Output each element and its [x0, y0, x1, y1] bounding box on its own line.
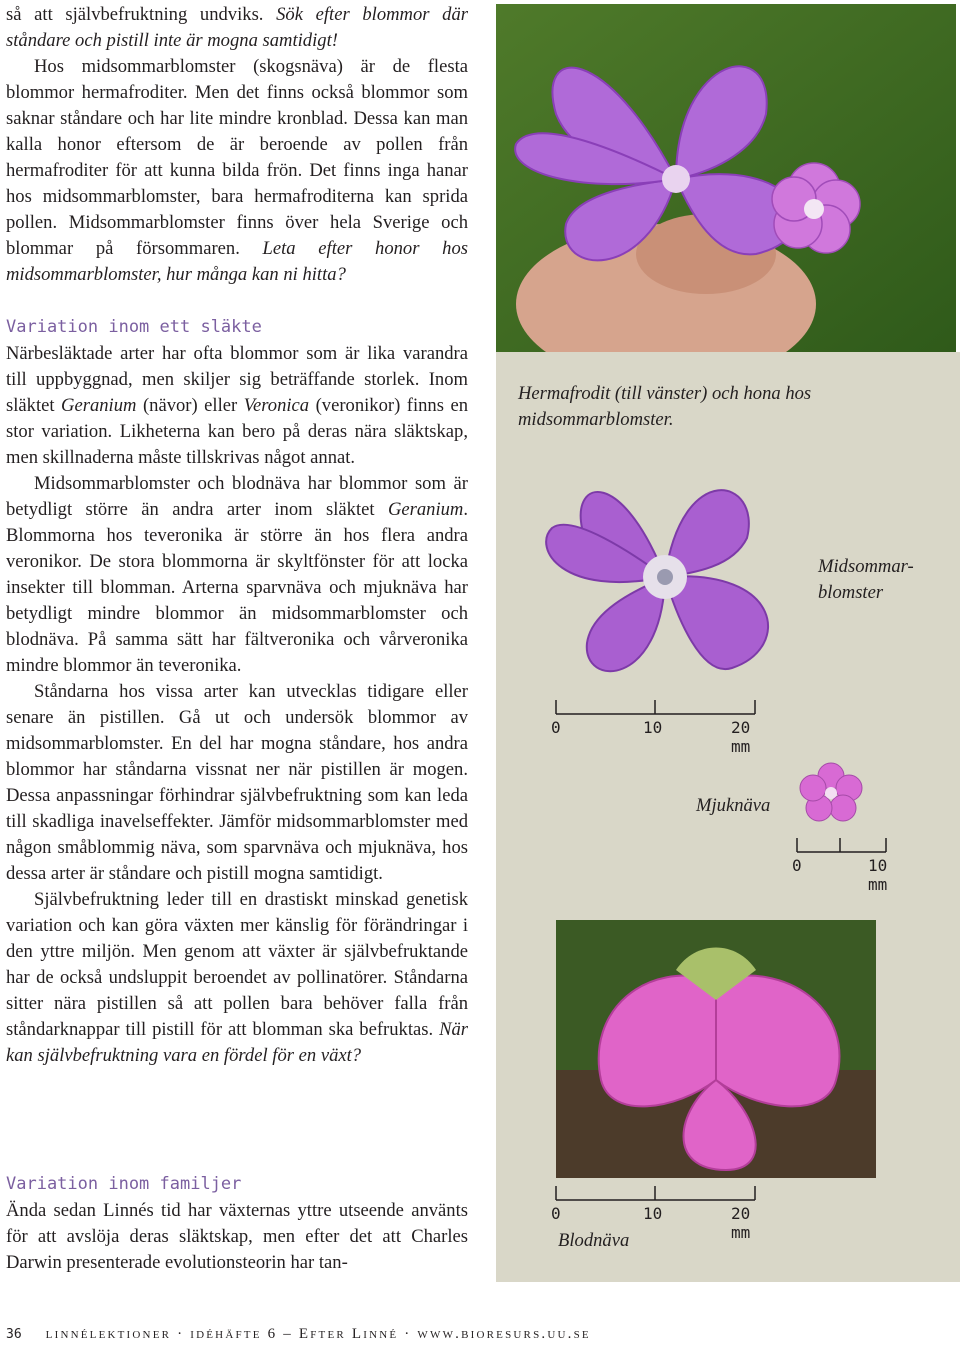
scale-label: 10 mm: [868, 856, 888, 894]
mjuknava-photo: [796, 760, 866, 826]
question-text: Leta efter honor hos midsommarblomster, hur många kan ni hitta?: [6, 238, 468, 285]
intro-text: [6, 2, 468, 288]
text-run: så att självbefruktning undviks.: [6, 4, 277, 25]
scale-label: 0: [792, 856, 802, 875]
paragraph: [6, 887, 468, 1069]
page-footer: [6, 1326, 591, 1343]
scale-label: 10: [643, 1204, 663, 1223]
scale-label: 20 mm: [731, 718, 751, 756]
blodnava-photo: [556, 920, 876, 1178]
text-run: (veronikor) finns en stor variation. Likheterna kan bero på deras nära släktskap, men skillnaderna måste tillskrivas något annat.: [6, 395, 469, 468]
paragraph: Ända sedan Linnés tid har växternas yttre utseende använts för att avslöja deras släktskap, men efter det att Charles Darwin presenterade evolutionsteorin har tan-: [6, 1200, 468, 1273]
mjuknava-caption: Mjuknäva: [696, 795, 771, 816]
scale-label: 0: [551, 1204, 561, 1223]
flower-photo-hand: [496, 4, 956, 352]
midsommarblomster-photo: [532, 458, 798, 696]
footer-text: linnélektioner · idéhäfte 6 – Efter Linné · www.bioresurs.uu.se: [45, 1326, 591, 1342]
text-run: Veronica: [243, 395, 310, 416]
paragraph: [6, 54, 468, 288]
section-body: [6, 1198, 468, 1276]
text-run: . Blommorna hos teveronika är större än hos flera andra veronikor. De stora blommorna är skyltfönster för att locka insekter till blomman. Arterna sparvnäva och mjuknäva har betydligt mindre blommor än midsommarblomster och blodnäva. På samma sätt har fältveronika och vårveronika mindre blommor än teveronika.: [6, 499, 468, 676]
scale-label: 20 mm: [731, 1204, 751, 1242]
photo-caption: Hermafrodit (till vänster) och hona hos midsommarblomster.: [518, 383, 812, 430]
text-run: (nävor) eller: [136, 395, 244, 416]
text-run: Närbesläktade arter har ofta blommor som är lika varandra till uppbyggnad, men skiljer sig beträffande storlek. Inom släktet: [6, 343, 468, 416]
section-body: [6, 341, 468, 1069]
page-number: 36: [6, 1327, 22, 1342]
question-text: Sök efter blommor där ståndare och pistill inte är mogna samtidigt!: [6, 4, 469, 51]
scale-bar: [792, 838, 906, 894]
text-run: Geranium: [61, 395, 137, 416]
paragraph: [6, 471, 468, 679]
text-run: Hos midsommarblomster (skogsnäva) är de flesta blommor hermafroditer. Men det finns också blommor som saknar ståndare och har lite mindre kronblad. Dessa kan man kalla honor eftersom de är beroende av pollen från hermafroditer för att kunna bilda frön. Det finns inga hanar hos midsommarblomster, bara hermafroditerna kan sprida pollen. Midsommarblomster finns över hela Sverige och blommar på försommaren.: [6, 56, 468, 259]
paragraph: [6, 2, 468, 54]
blodnava-caption: Blodnäva: [558, 1230, 630, 1251]
text-run: Geranium: [387, 499, 464, 520]
text-run: Midsommarblomster och blodnäva har blommor som är betydligt större än andra arter inom släktet: [6, 473, 468, 520]
question-text: När kan självbefruktning vara en fördel för en växt?: [6, 1019, 468, 1066]
scale-label: 0: [551, 718, 561, 737]
section-heading: Variation inom familjer: [6, 1174, 242, 1194]
paragraph: Ståndarna hos vissa arter kan utvecklas tidigare eller senare än pistillen. Gå ut och undersök blommor av midsommarblomster. En del har mogna ståndare, hos andra blommor har ståndarna vissnat ner när pistillen är mogen. Dessa anpassningar förhindrar självbefruktning som kan leda till skadliga inavelseffekter. Jämför midsommarblomster med någon småblommig näva, som sparvnäva och mjuknäva, hos dessa arter är ståndare och pistill mogna samtidigt.: [6, 681, 468, 884]
scale-label: 10: [643, 718, 663, 737]
midsommar-caption: Midsommar-blomster: [818, 556, 914, 603]
paragraph: [6, 341, 468, 471]
text-run: Självbefruktning leder till en drastiskt minskad genetisk variation och kan göra växten mer känslig för förändringar i den yttre miljön. Men genom att växter är självbefruktande har de också undsluppit beroendet av pollinatörer. Ståndarna sitter nära pistillen så att pollen bara behöver falla från ståndarknappar till pistill för att blomman ska befruktas.: [6, 889, 468, 1040]
scale-bar: [551, 700, 775, 756]
section-heading: Variation inom ett släkte: [6, 317, 262, 337]
